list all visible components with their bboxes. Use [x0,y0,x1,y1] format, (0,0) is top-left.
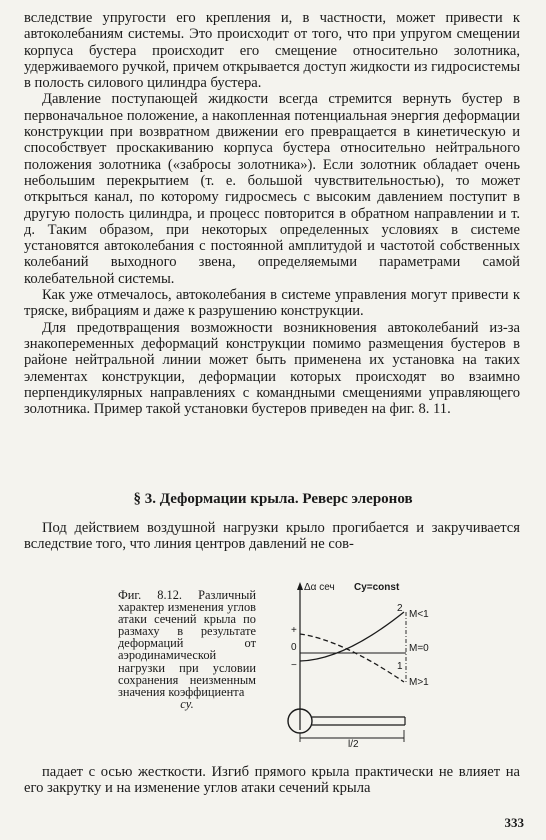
span-label: l/2 [348,739,359,750]
label-m-greater-1: M>1 [409,677,429,688]
figure-8-12-diagram [280,582,430,750]
minus-sign: − [291,660,297,671]
plus-sign: + [291,625,297,636]
curve-1-label: 1 [397,661,403,672]
axis-arrowhead [297,582,303,590]
body-text-mid [24,520,520,553]
figure-caption-text: Фиг. 8.12. Различный характер изменения углов атаки сечений крыла по размаху в результате деформаций от аэродинамической нагрузки при условии сохранения неизменным значения коэффициента [118,588,256,699]
body-text-top [24,10,520,417]
curve-2 [300,612,404,661]
paragraph: Как уже отмечалось, автоколебания в системе управления могут привести к тряске, вибрациям и даже к разрушению конструкции. [24,287,520,320]
axis-label-delta-alpha: Δα сеч [304,582,335,593]
figure-caption [118,589,256,710]
paragraph: Давление поступающей жидкости всегда стремится вернуть бустер в первоначальное положение, а накопленная потенциальная энергия деформации конструкции при возвратном движении его превращается в кинетическую и способствует проскакиванию корпуса бустера относительно нейтрального положения золотника («забросы золотника»). Если золотник обладает очень небольшим перекрытием (т. е. большой чувствительностью), то может открыться канал, по которому гидросмесь с высоким давлением поступит в другую полость цилиндра, и процесс повторится в обратном направлении и т. д. Таким образом, при некоторых определенных условиях в системе установятся автоколебания с постоянной амплитудой и частотой собственных колебаний выходного звена, определяемыми параметрами самой колебательной системы. [24,91,520,287]
label-m-less-1: M<1 [409,609,429,620]
curve-2-label: 2 [397,603,403,614]
condition-label: Cy=const [354,582,400,593]
paragraph: Под действием воздушной нагрузки крыло прогибается и закручивается вследствие того, что линия центров давлений не сов- [24,520,520,553]
body-text-bottom [24,764,520,797]
paragraph: Для предотвращения возможности возникновения автоколебаний из-за знакопеременных деформаций конструкции помимо размещения бустеров в районе нейтральной линии может быть применена их установка на таких элементах конструкции, деформации которых происходят во взаимно перпендикулярных направлениях с командными смещениями управляющего золотника. Пример такой установки бустеров приведен на фиг. 8. 11. [24,319,520,418]
zero-label: 0 [291,642,297,653]
paragraph: вследствие упругости его крепления и, в частности, может привести к автоколебаниям системы. Это происходит от того, что при упругом смещении корпуса бустера происходит его смещение относительно золотника, удерживаемого ручкой, причем открывается доступ жидкости из гидросистемы в полость силового цилиндра бустера. [24,10,520,92]
section-heading: § 3. Деформации крыла. Реверс элеронов [133,491,413,507]
paragraph: падает с осью жесткости. Изгиб прямого крыла практически не влияет на его закрутку и на изменение углов атаки сечений крыла [24,764,520,797]
figure-caption-symbol: cy. [180,696,194,711]
page-number: 333 [504,815,524,830]
diagram-graphic [280,582,430,750]
curve-1 [300,634,404,682]
label-m-equals-0: M=0 [409,643,429,654]
